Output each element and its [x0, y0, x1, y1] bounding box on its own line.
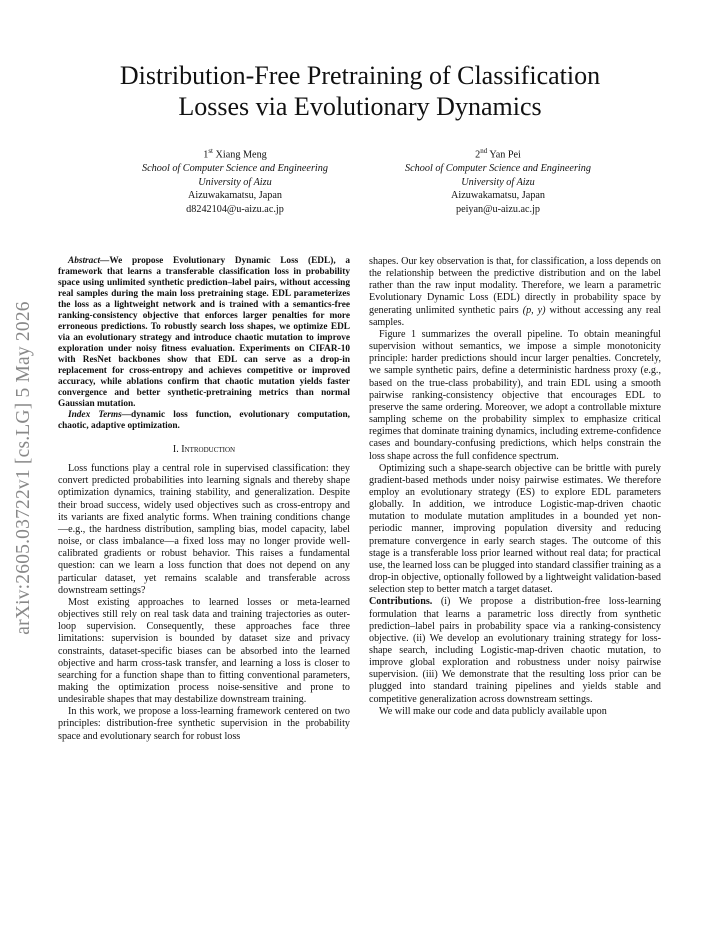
author-email: d8242104@u-aizu.ac.jp: [186, 203, 284, 215]
paper-title: Distribution-Free Pretraining of Classification Losses via Evolutionary Dynamics: [119, 61, 601, 121]
author-dept: School of Computer Science and Engineering: [142, 162, 328, 174]
paragraph: Loss functions play a central role in supervised classification: they convert predicted probabilities into learning signals and thereby shape optimization dynamics, training stability, and generalization. Despite their broad success, widely used objectives such as cross-entropy and its variants are fixed analytic forms. When training conditions change—e.g., the hardness distribution, sampling bias, model capacity, label noise, or class imbalance—a fixed loss may no longer provide well-calibrated gradients or robust behavior. This raises a fundamental question: can we learn a loss function that does not depend on any particular dataset, yet remains scalable and transferable across downstream settings?: [58, 463, 350, 596]
section-heading: I. Introduction: [172, 444, 236, 455]
abstract-label: Abstract—: [68, 256, 110, 266]
author-dept: School of Computer Science and Engineering: [405, 162, 591, 174]
author-email: peiyan@u-aizu.ac.jp: [455, 203, 541, 215]
author-block-1: [95, 145, 375, 216]
author-univ: University of Aizu: [461, 176, 535, 188]
contributions-label: Contributions.: [369, 596, 433, 608]
author-name-line: 2nd Yan Pei: [475, 147, 521, 161]
arxiv-stamp-text: arXiv:2605.03722v1 [cs.LG] 5 May 2026: [13, 301, 34, 635]
paragraph: Most existing approaches to learned losses or meta-learned objectives still rely on real task data and training trajectories as outer-loop supervision. Consequently, these approaches face three limitations: supervision is bounded by dataset size and privacy constraints, dataset-specific biases can be absorbed into the learned objective and harm cross-task transfer, and learning a loss is closer to searching for a function shape than to fitting conventional parameters, making the optimization process noise-sensitive and prone to undesirable shapes that may destabilize downstream training.: [58, 596, 350, 706]
paragraph: We will make our code and data publicly available upon: [379, 705, 607, 717]
author-block-2: [358, 145, 638, 216]
paragraph: Figure 1 summarizes the overall pipeline. To obtain meaningful supervision without semantics, we impose a simple monotonicity principle: harder predictions should incur larger penalties. Concretely, we sample synthetic pairs, define a deterministic hardness proxy (e.g., based on the true-class probability), and train EDL using a smooth pairwise ranking-consistency objective that encourages EDL to preserve the same ordering. Moreover, we adopt a controllable mixture sampling scheme on the probability simplex to emphasize critical regimes that dominate training dynamics, including extreme-confidence cases and boundary-confusing predictions, which helps constrain the loss shape across the full confidence spectrum.: [369, 328, 661, 462]
math-inline: (p, y): [522, 304, 546, 316]
index-terms-label: Index Terms—: [68, 410, 132, 420]
author-name-line: 1st Xiang Meng: [203, 147, 267, 161]
abstract: [58, 256, 350, 410]
abstract-text: We propose Evolutionary Dynamic Loss (EDL), a framework that learns a transferable classification loss in probability space using unlimited synthetic prediction–label pairs, without accessing real samples during the main loss pretraining stage. EDL parameterizes the loss as a lightweight network and is trained with a semantics-free ranking-consistency objective that enforces larger penalties for more erroneous predictions. To robustly search loss shapes, we optimize EDL via an evolutionary strategy and introduce chaotic mutation to improve exploration under noisy fitness evaluation. Experiments on CIFAR-10 with ResNet backbones show that EDL can serve as a drop-in replacement for cross-entropy and achieves competitive or improved accuracy, while ablations confirm that chaotic mutation yields faster convergence and better synthetic-pretraining metrics than normal Gaussian mutation.: [58, 256, 350, 409]
paragraph: In this work, we propose a loss-learning framework centered on two principles: distribution-free synthetic supervision in the probability space and evolutionary search for robust loss: [58, 706, 350, 742]
paragraph: shapes. Our key observation is that, for classification, a loss depends on the relationship between the predictive distribution and on the label rather than the raw input modality. Therefore, we learn a parametric Evolutionary Dynamic Loss (EDL) directly in probability space by generating unlimited synthetic pairs (p, y) without accessing any real samples.: [369, 256, 662, 328]
right-column: [369, 256, 661, 718]
index-terms-text: dynamic loss function, evolutionary computation, chaotic, adaptive optimization.: [58, 410, 350, 431]
paragraph: Optimizing such a shape-search objective can be brittle with purely gradient-based methods under noisy pairwise estimates. We therefore employ an evolutionary strategy (ES) to explore EDL parameters globally. In addition, we introduce Logistic-map-driven chaotic mutation to modulate mutation amplitudes in a bounded yet non-periodic manner, improving population diversity and reducing premature convergence in early search stages. The outcome of this stage is a transferable loss prior learned without real data; for practical use, the learned loss can be plugged into standard classifier training as a drop-in objective, optionally followed by a lightweight validation-based selection step to better match a target dataset.: [369, 462, 661, 596]
author-city: Aizuwakamatsu, Japan: [188, 190, 282, 202]
author-city: Aizuwakamatsu, Japan: [451, 190, 545, 202]
contributions-paragraph: [369, 596, 661, 705]
author-name: Yan Pei: [489, 149, 521, 161]
author-name: Xiang Meng: [215, 149, 267, 161]
arxiv-stamp: [4, 268, 44, 668]
left-column: [58, 256, 350, 743]
author-univ: University of Aizu: [198, 176, 272, 188]
index-terms: [58, 410, 350, 432]
contributions-text: (i) We propose a distribution-free loss-learning formulation that learns a parametric loss directly from synthetic prediction–label pairs in probability space via a ranking-consistency objective. (ii) We develop an evolutionary training strategy for loss-shape search, including Logistic-map-driven chaotic mutation, to improve global exploration and robustness under noisy pairwise supervision. (iii) We demonstrate that the resulting loss prior can be plugged into standard training pipelines and yields stable and competitive generalization across downstream settings.: [369, 596, 661, 705]
